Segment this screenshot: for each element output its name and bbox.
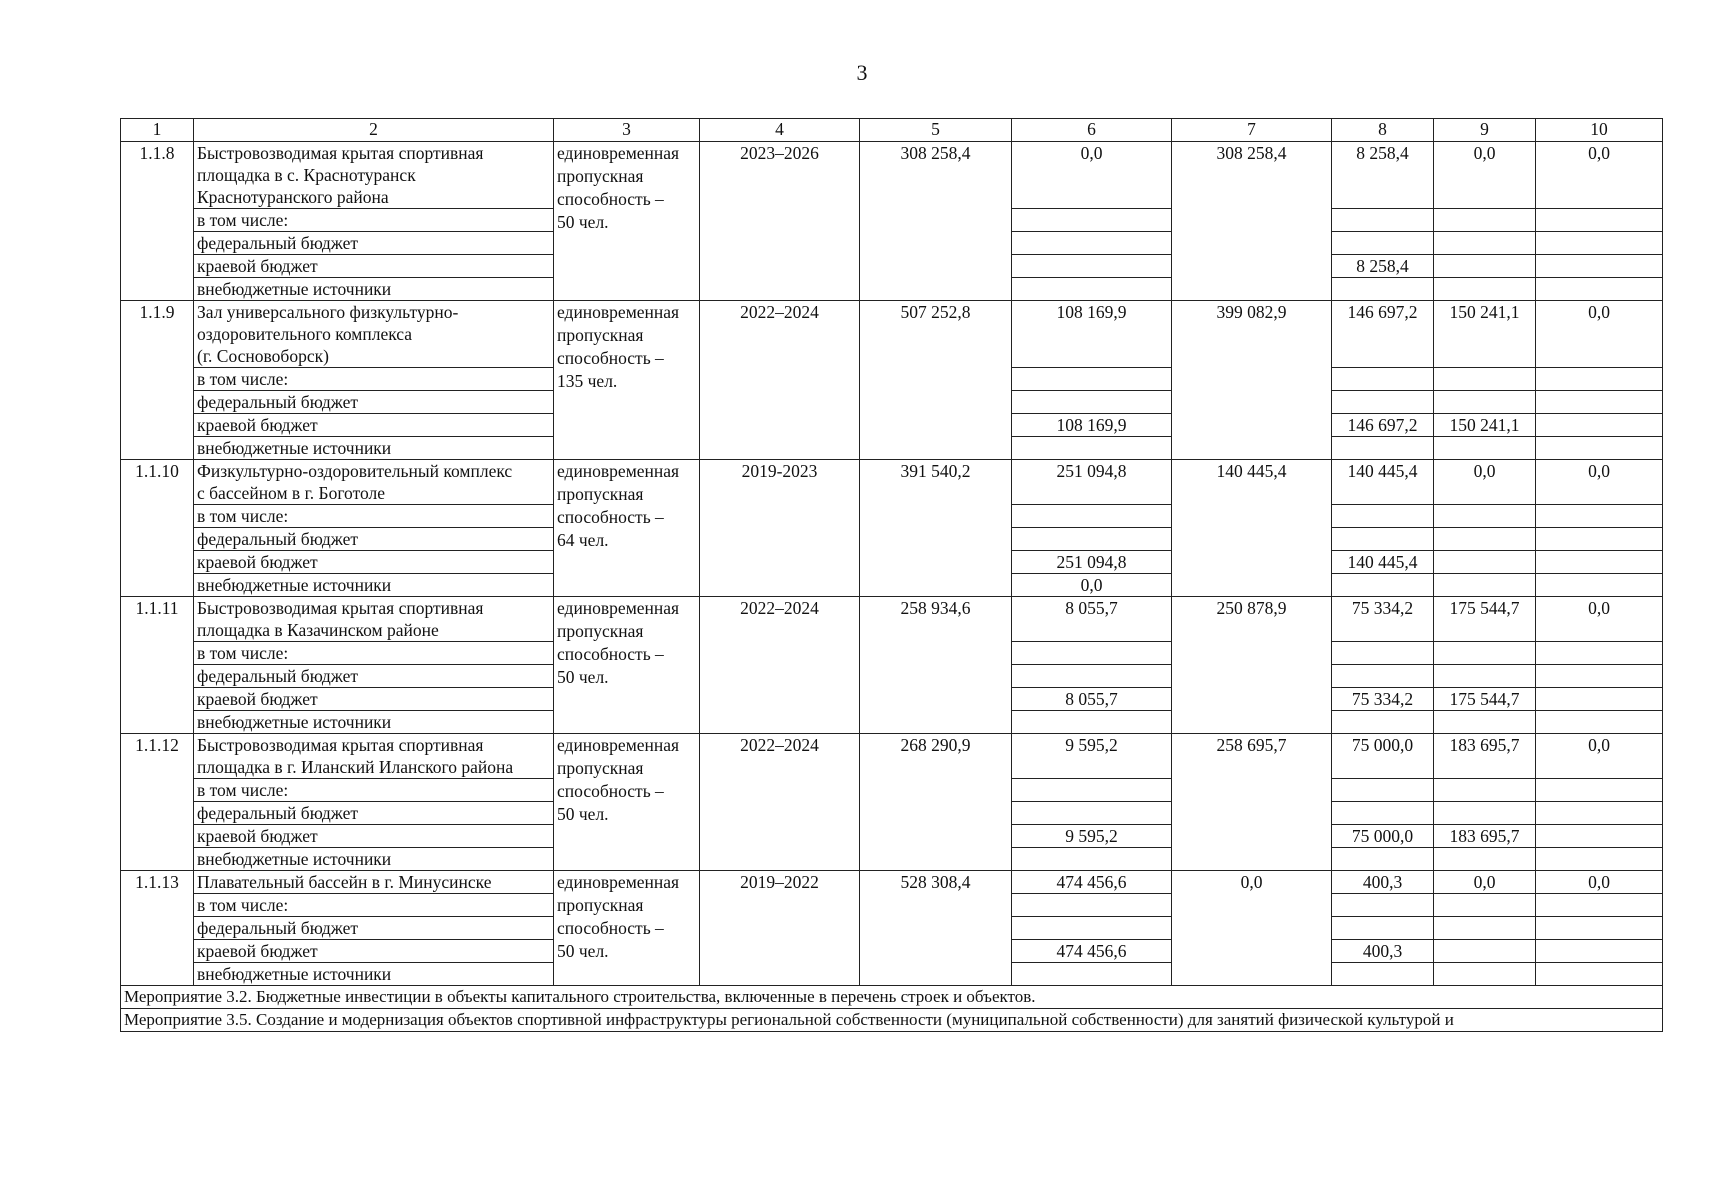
col10-sub-value bbox=[1536, 917, 1663, 940]
capacity-line: единовременная bbox=[557, 872, 680, 892]
object-code: 1.1.11 bbox=[121, 597, 194, 734]
capacity-line: 50 чел. bbox=[557, 804, 609, 824]
capacity-line: единовременная bbox=[557, 598, 680, 618]
col6-value: 9 595,2 bbox=[1012, 734, 1172, 779]
col6-sub-value bbox=[1012, 391, 1172, 414]
column-number: 3 bbox=[554, 119, 700, 142]
table-row bbox=[121, 734, 1663, 779]
col9-value: 0,0 bbox=[1434, 871, 1536, 894]
capacity-line: 50 чел. bbox=[557, 941, 609, 961]
sub-label-regional: краевой бюджет bbox=[194, 825, 554, 848]
col9-sub-value bbox=[1434, 848, 1536, 871]
table-body bbox=[121, 119, 1663, 1032]
object-code: 1.1.12 bbox=[121, 734, 194, 871]
col9-sub-value bbox=[1434, 894, 1536, 917]
years: 2023–2026 bbox=[700, 142, 860, 301]
sub-label-offbudget: внебюджетные источники bbox=[194, 278, 554, 301]
col6-sub-value bbox=[1012, 711, 1172, 734]
budget-table bbox=[120, 118, 1663, 1032]
object-name-line: Быстровозводимая крытая спортивная bbox=[197, 143, 484, 163]
col9-sub-value: 175 544,7 bbox=[1434, 688, 1536, 711]
col8-value: 75 000,0 bbox=[1332, 734, 1434, 779]
col9-sub-value: 183 695,7 bbox=[1434, 825, 1536, 848]
sub-label-incl: в том числе: bbox=[194, 505, 554, 528]
col10-sub-value bbox=[1536, 391, 1663, 414]
capacity bbox=[554, 734, 700, 871]
table-row bbox=[121, 142, 1663, 209]
capacity-line: единовременная bbox=[557, 735, 680, 755]
sub-label-regional: краевой бюджет bbox=[194, 940, 554, 963]
table-row bbox=[121, 871, 1663, 894]
object-name-line: Физкультурно-оздоровительный комплекс bbox=[197, 461, 513, 481]
col8-sub-value bbox=[1332, 505, 1434, 528]
col6-sub-value bbox=[1012, 255, 1172, 278]
column-number: 6 bbox=[1012, 119, 1172, 142]
col6-value: 8 055,7 bbox=[1012, 597, 1172, 642]
col10-value: 0,0 bbox=[1536, 301, 1663, 368]
capacity bbox=[554, 142, 700, 301]
col9-sub-value bbox=[1434, 665, 1536, 688]
col8-sub-value: 8 258,4 bbox=[1332, 255, 1434, 278]
col10-sub-value bbox=[1536, 642, 1663, 665]
col10-sub-value bbox=[1536, 278, 1663, 301]
object-name bbox=[194, 871, 554, 894]
object-name-line: Быстровозводимая крытая спортивная bbox=[197, 598, 484, 618]
capacity-line: пропускная bbox=[557, 325, 644, 345]
col6-sub-value bbox=[1012, 917, 1172, 940]
capacity-line: пропускная bbox=[557, 758, 644, 778]
object-name-line: Зал универсального физкультурно- bbox=[197, 302, 459, 322]
capacity-line: способность – bbox=[557, 918, 664, 938]
sub-label-federal: федеральный бюджет bbox=[194, 528, 554, 551]
sub-label-federal: федеральный бюджет bbox=[194, 802, 554, 825]
col10-sub-value bbox=[1536, 963, 1663, 986]
object-name bbox=[194, 301, 554, 368]
sub-label-federal: федеральный бюджет bbox=[194, 917, 554, 940]
sub-label-incl: в том числе: bbox=[194, 894, 554, 917]
sub-label-regional: краевой бюджет bbox=[194, 688, 554, 711]
capacity bbox=[554, 597, 700, 734]
col6-sub-value: 474 456,6 bbox=[1012, 940, 1172, 963]
sub-label-offbudget: внебюджетные источники bbox=[194, 437, 554, 460]
object-name-line: площадка в с. Краснотуранск bbox=[197, 165, 416, 185]
col9-sub-value bbox=[1434, 551, 1536, 574]
col10-sub-value bbox=[1536, 848, 1663, 871]
col6-sub-value bbox=[1012, 232, 1172, 255]
col10-value: 0,0 bbox=[1536, 597, 1663, 642]
col7-value: 258 695,7 bbox=[1172, 734, 1332, 871]
col10-value: 0,0 bbox=[1536, 871, 1663, 894]
col6-sub-value: 0,0 bbox=[1012, 574, 1172, 597]
object-code: 1.1.10 bbox=[121, 460, 194, 597]
capacity-line: единовременная bbox=[557, 143, 680, 163]
years: 2022–2024 bbox=[700, 301, 860, 460]
col10-sub-value bbox=[1536, 688, 1663, 711]
col10-sub-value bbox=[1536, 209, 1663, 232]
col8-sub-value: 75 000,0 bbox=[1332, 825, 1434, 848]
col8-sub-value bbox=[1332, 642, 1434, 665]
capacity-line: 135 чел. bbox=[557, 371, 618, 391]
col8-sub-value bbox=[1332, 665, 1434, 688]
col8-sub-value bbox=[1332, 209, 1434, 232]
sub-label-offbudget: внебюджетные источники bbox=[194, 848, 554, 871]
col10-sub-value bbox=[1536, 551, 1663, 574]
col8-sub-value: 400,3 bbox=[1332, 940, 1434, 963]
col6-sub-value bbox=[1012, 278, 1172, 301]
col9-sub-value bbox=[1434, 963, 1536, 986]
col7-value: 308 258,4 bbox=[1172, 142, 1332, 301]
col10-sub-value bbox=[1536, 437, 1663, 460]
footer-row bbox=[121, 1009, 1663, 1032]
col10-sub-value bbox=[1536, 802, 1663, 825]
col8-sub-value bbox=[1332, 528, 1434, 551]
col6-sub-value: 9 595,2 bbox=[1012, 825, 1172, 848]
capacity-line: 50 чел. bbox=[557, 212, 609, 232]
table-row bbox=[121, 301, 1663, 368]
years: 2022–2024 bbox=[700, 734, 860, 871]
capacity bbox=[554, 460, 700, 597]
col8-sub-value bbox=[1332, 848, 1434, 871]
col8-sub-value bbox=[1332, 574, 1434, 597]
years: 2019–2022 bbox=[700, 871, 860, 986]
col6-sub-value: 108 169,9 bbox=[1012, 414, 1172, 437]
col8-sub-value bbox=[1332, 779, 1434, 802]
capacity-line: единовременная bbox=[557, 461, 680, 481]
col6-sub-value bbox=[1012, 848, 1172, 871]
column-number: 8 bbox=[1332, 119, 1434, 142]
col9-sub-value bbox=[1434, 437, 1536, 460]
col6-sub-value bbox=[1012, 779, 1172, 802]
capacity-line: 64 чел. bbox=[557, 530, 609, 550]
col9-sub-value bbox=[1434, 574, 1536, 597]
col9-value: 175 544,7 bbox=[1434, 597, 1536, 642]
col9-sub-value bbox=[1434, 255, 1536, 278]
capacity-line: пропускная bbox=[557, 895, 644, 915]
years: 2022–2024 bbox=[700, 597, 860, 734]
col9-sub-value bbox=[1434, 368, 1536, 391]
col10-sub-value bbox=[1536, 825, 1663, 848]
col9-sub-value bbox=[1434, 642, 1536, 665]
col10-sub-value bbox=[1536, 711, 1663, 734]
capacity-line: способность – bbox=[557, 507, 664, 527]
capacity-line: пропускная bbox=[557, 166, 644, 186]
column-number: 4 bbox=[700, 119, 860, 142]
col8-value: 140 445,4 bbox=[1332, 460, 1434, 505]
years: 2019-2023 bbox=[700, 460, 860, 597]
capacity-line: способность – bbox=[557, 644, 664, 664]
object-name bbox=[194, 460, 554, 505]
col9-sub-value bbox=[1434, 917, 1536, 940]
sub-label-offbudget: внебюджетные источники bbox=[194, 963, 554, 986]
object-name-line: Плавательный бассейн в г. Минусинске bbox=[197, 872, 492, 892]
capacity-line: пропускная bbox=[557, 621, 644, 641]
object-name-line: с бассейном в г. Боготоле bbox=[197, 483, 386, 503]
footer-row bbox=[121, 986, 1663, 1009]
total-cost: 528 308,4 bbox=[860, 871, 1012, 986]
col8-sub-value bbox=[1332, 917, 1434, 940]
capacity-line: способность – bbox=[557, 189, 664, 209]
col9-value: 0,0 bbox=[1434, 142, 1536, 209]
capacity bbox=[554, 301, 700, 460]
sub-label-offbudget: внебюджетные источники bbox=[194, 711, 554, 734]
object-name bbox=[194, 734, 554, 779]
col10-sub-value bbox=[1536, 505, 1663, 528]
col6-sub-value: 8 055,7 bbox=[1012, 688, 1172, 711]
col7-value: 0,0 bbox=[1172, 871, 1332, 986]
capacity-line: единовременная bbox=[557, 302, 680, 322]
col6-sub-value bbox=[1012, 665, 1172, 688]
col8-value: 8 258,4 bbox=[1332, 142, 1434, 209]
total-cost: 268 290,9 bbox=[860, 734, 1012, 871]
col8-sub-value bbox=[1332, 894, 1434, 917]
col9-value: 183 695,7 bbox=[1434, 734, 1536, 779]
col9-sub-value bbox=[1434, 528, 1536, 551]
col6-sub-value bbox=[1012, 802, 1172, 825]
column-number-row bbox=[121, 119, 1663, 142]
col8-sub-value bbox=[1332, 232, 1434, 255]
object-name-line: Быстровозводимая крытая спортивная bbox=[197, 735, 484, 755]
col6-sub-value bbox=[1012, 894, 1172, 917]
col7-value: 399 082,9 bbox=[1172, 301, 1332, 460]
col8-sub-value bbox=[1332, 368, 1434, 391]
object-name bbox=[194, 597, 554, 642]
total-cost: 507 252,8 bbox=[860, 301, 1012, 460]
sub-label-federal: федеральный бюджет bbox=[194, 391, 554, 414]
col6-sub-value bbox=[1012, 642, 1172, 665]
object-code: 1.1.13 bbox=[121, 871, 194, 986]
col6-sub-value: 251 094,8 bbox=[1012, 551, 1172, 574]
page-number: 3 bbox=[856, 60, 868, 85]
col6-sub-value bbox=[1012, 528, 1172, 551]
col8-sub-value: 75 334,2 bbox=[1332, 688, 1434, 711]
total-cost: 258 934,6 bbox=[860, 597, 1012, 734]
col10-sub-value bbox=[1536, 255, 1663, 278]
col9-sub-value bbox=[1434, 711, 1536, 734]
sub-label-incl: в том числе: bbox=[194, 779, 554, 802]
sub-label-offbudget: внебюджетные источники bbox=[194, 574, 554, 597]
col8-sub-value bbox=[1332, 437, 1434, 460]
capacity-line: пропускная bbox=[557, 484, 644, 504]
sub-label-incl: в том числе: bbox=[194, 368, 554, 391]
col8-sub-value: 140 445,4 bbox=[1332, 551, 1434, 574]
col8-value: 400,3 bbox=[1332, 871, 1434, 894]
col10-sub-value bbox=[1536, 368, 1663, 391]
col10-sub-value bbox=[1536, 779, 1663, 802]
col10-value: 0,0 bbox=[1536, 460, 1663, 505]
col6-value: 0,0 bbox=[1012, 142, 1172, 209]
col9-sub-value bbox=[1434, 391, 1536, 414]
col8-value: 146 697,2 bbox=[1332, 301, 1434, 368]
col8-sub-value: 146 697,2 bbox=[1332, 414, 1434, 437]
sub-label-federal: федеральный бюджет bbox=[194, 232, 554, 255]
object-name-line: оздоровительного комплекса bbox=[197, 324, 413, 344]
col6-sub-value bbox=[1012, 963, 1172, 986]
total-cost: 308 258,4 bbox=[860, 142, 1012, 301]
col9-sub-value bbox=[1434, 278, 1536, 301]
object-name-line: Краснотуранского района bbox=[197, 187, 389, 207]
col10-value: 0,0 bbox=[1536, 142, 1663, 209]
footer-text: Мероприятие 3.5. Создание и модернизация объектов спортивной инфраструктуры региональной собственности (муниципальной собственности) для занятий физической культурой и bbox=[121, 1009, 1663, 1032]
col9-sub-value bbox=[1434, 779, 1536, 802]
col6-sub-value bbox=[1012, 505, 1172, 528]
col9-sub-value: 150 241,1 bbox=[1434, 414, 1536, 437]
capacity-line: способность – bbox=[557, 781, 664, 801]
col6-value: 108 169,9 bbox=[1012, 301, 1172, 368]
sub-label-regional: краевой бюджет bbox=[194, 551, 554, 574]
column-number: 5 bbox=[860, 119, 1012, 142]
col10-sub-value bbox=[1536, 232, 1663, 255]
table-row bbox=[121, 460, 1663, 505]
sub-label-incl: в том числе: bbox=[194, 209, 554, 232]
capacity bbox=[554, 871, 700, 986]
col10-sub-value bbox=[1536, 894, 1663, 917]
column-number: 9 bbox=[1434, 119, 1536, 142]
object-name-line: (г. Сосновоборск) bbox=[197, 346, 329, 366]
footer-text: Мероприятие 3.2. Бюджетные инвестиции в объекты капитального строительства, включенные в перечень строек и объектов. bbox=[121, 986, 1663, 1009]
col6-value: 474 456,6 bbox=[1012, 871, 1172, 894]
col6-sub-value bbox=[1012, 437, 1172, 460]
col7-value: 140 445,4 bbox=[1172, 460, 1332, 597]
column-number: 1 bbox=[121, 119, 194, 142]
col8-sub-value bbox=[1332, 802, 1434, 825]
sub-label-regional: краевой бюджет bbox=[194, 255, 554, 278]
capacity-line: способность – bbox=[557, 348, 664, 368]
col10-sub-value bbox=[1536, 665, 1663, 688]
col10-value: 0,0 bbox=[1536, 734, 1663, 779]
object-name-line: площадка в Казачинском районе bbox=[197, 620, 439, 640]
col10-sub-value bbox=[1536, 940, 1663, 963]
col9-sub-value bbox=[1434, 940, 1536, 963]
col10-sub-value bbox=[1536, 574, 1663, 597]
col6-value: 251 094,8 bbox=[1012, 460, 1172, 505]
total-cost: 391 540,2 bbox=[860, 460, 1012, 597]
col9-sub-value bbox=[1434, 505, 1536, 528]
column-number: 2 bbox=[194, 119, 554, 142]
col10-sub-value bbox=[1536, 528, 1663, 551]
col9-value: 0,0 bbox=[1434, 460, 1536, 505]
col8-sub-value bbox=[1332, 278, 1434, 301]
col6-sub-value bbox=[1012, 368, 1172, 391]
sub-label-regional: краевой бюджет bbox=[194, 414, 554, 437]
col10-sub-value bbox=[1536, 414, 1663, 437]
sub-label-federal: федеральный бюджет bbox=[194, 665, 554, 688]
column-number: 7 bbox=[1172, 119, 1332, 142]
col9-sub-value bbox=[1434, 802, 1536, 825]
col8-sub-value bbox=[1332, 391, 1434, 414]
sub-label-incl: в том числе: bbox=[194, 642, 554, 665]
table-row bbox=[121, 597, 1663, 642]
col8-sub-value bbox=[1332, 963, 1434, 986]
col9-value: 150 241,1 bbox=[1434, 301, 1536, 368]
col6-sub-value bbox=[1012, 209, 1172, 232]
object-name bbox=[194, 142, 554, 209]
column-number: 10 bbox=[1536, 119, 1663, 142]
col8-sub-value bbox=[1332, 711, 1434, 734]
col9-sub-value bbox=[1434, 232, 1536, 255]
col7-value: 250 878,9 bbox=[1172, 597, 1332, 734]
col9-sub-value bbox=[1434, 209, 1536, 232]
capacity-line: 50 чел. bbox=[557, 667, 609, 687]
col8-value: 75 334,2 bbox=[1332, 597, 1434, 642]
object-code: 1.1.9 bbox=[121, 301, 194, 460]
object-code: 1.1.8 bbox=[121, 142, 194, 301]
object-name-line: площадка в г. Иланский Иланского района bbox=[197, 757, 514, 777]
